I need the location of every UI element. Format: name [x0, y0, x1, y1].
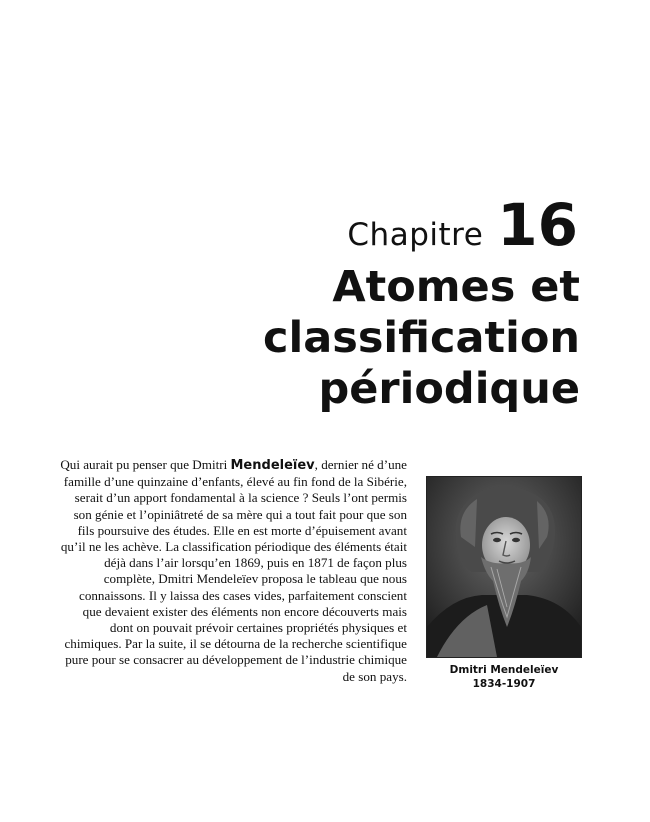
- caption-name: Dmitri Mendeleïev: [449, 664, 559, 676]
- chapter-title-line: classification: [263, 313, 580, 363]
- chapter-title: [160, 262, 580, 415]
- chapter-number: 16: [497, 191, 578, 259]
- intro-paragraph: [60, 457, 407, 685]
- chapter-title-line: Atomes et: [332, 262, 580, 312]
- chapter-title-line: périodique: [318, 364, 580, 414]
- scientist-name: Mendeleïev: [230, 458, 315, 473]
- intro-text-start: Qui aurait pu penser que Dmitri: [60, 457, 231, 472]
- portrait-photo: [426, 476, 582, 658]
- chapter-label: Chapitre: [347, 217, 484, 253]
- chapter-heading: [347, 191, 578, 259]
- intro-text-rest: , dernier né d’une famille d’une quinzaine d’enfants, élevé au fin fond de la Sibérie, serait d’un apport fondamental à la science ? Seuls l’ont permis son génie et l’opiniâtreté de sa mère qui a tout fait pour que son fils poursuive des études. Elle en est morte d’épuisement avant qu’il ne les achève. La classification périodique des éléments était déjà dans l’air lorsqu’en 1869, puis en 1871 de façon plus complète, Dmitri Mendeleïev proposa le tableau que nous connaissons. Il y laissa des cases vides, parfaitement conscient que devaient exister des éléments non encore découverts mais dont on pouvait prévoir certaines propriétés physiques et chimiques. Par la suite, il se détourna de la recherche scientifique pure pour se consacrer au développement de l’industrie chimique de son pays.: [60, 457, 407, 684]
- portrait-caption: [426, 663, 582, 691]
- portrait-image: [427, 477, 581, 657]
- caption-dates: 1834-1907: [472, 678, 536, 690]
